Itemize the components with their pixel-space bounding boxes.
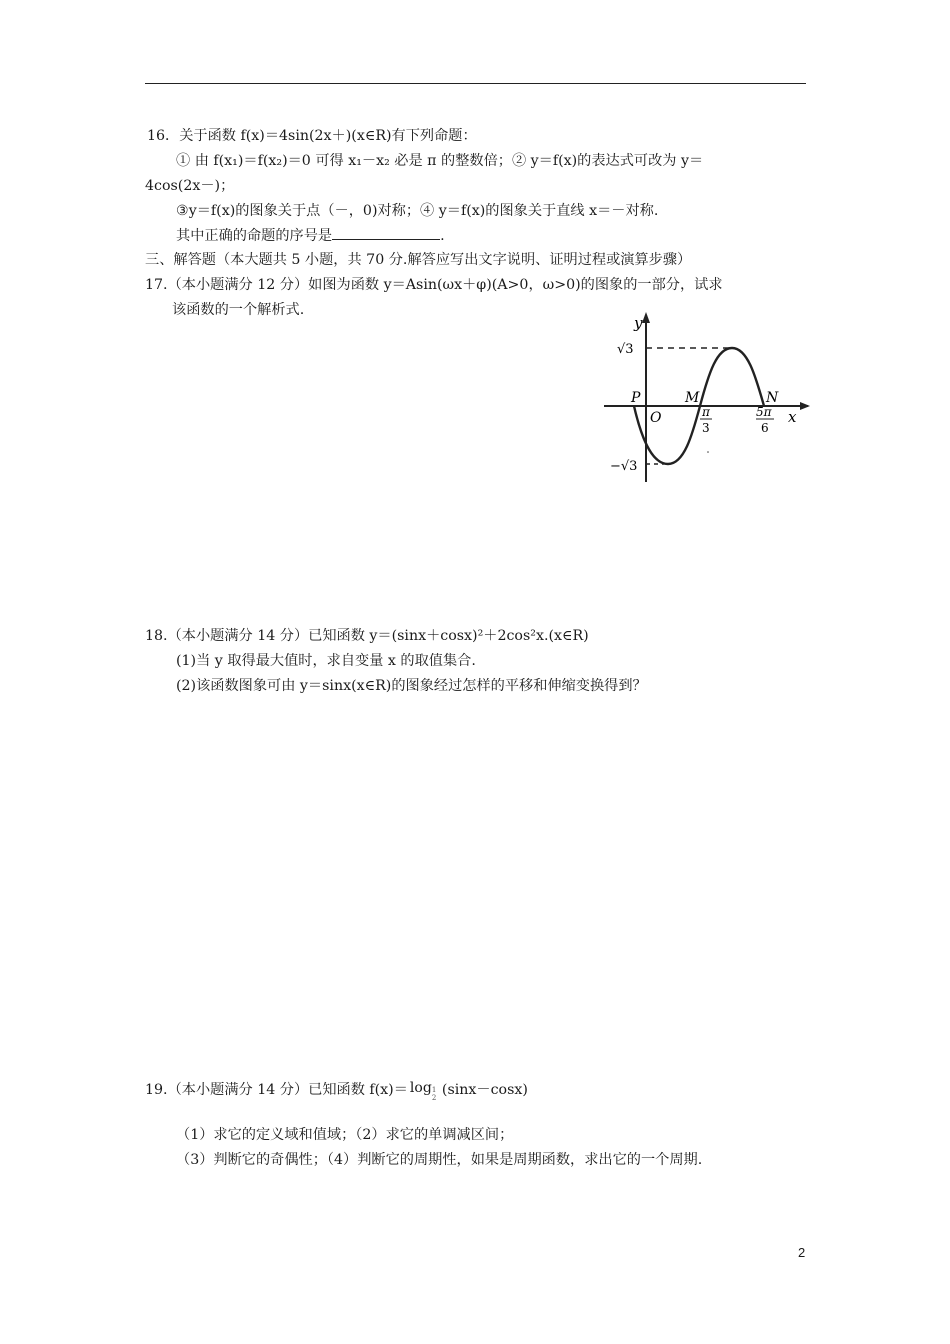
q18-line1: 18.（本小题满分 14 分）已知函数 y＝(sinx＋cosx)²＋2cos²x.(x∈R) <box>145 628 589 644</box>
q16-line3: 4cos(2x－)； <box>145 178 235 194</box>
y-min-label: −√3 <box>610 459 638 474</box>
log-base-num: 1 <box>431 1086 437 1094</box>
q18-line3: (2)该函数图象可由 y＝sinx(x∈R)的图象经过怎样的平移和伸缩变换得到？ <box>176 678 647 694</box>
log-expression <box>408 1080 442 1100</box>
q17-line1: 17.（本小题满分 12 分）如图为函数 y＝Asin(ωx＋φ)(A>0，ω>0)的图象的一部分，试求 <box>145 277 723 293</box>
y-axis-arrow-icon <box>642 312 650 323</box>
q16-line1: 16．关于函数 f(x)＝4sin(2x＋)(x∈R)有下列命题： <box>147 128 477 144</box>
log-text: log <box>409 1080 432 1096</box>
origin-label: O <box>650 410 662 426</box>
q18-line2: (1)当 y 取得最大值时，求自变量 x 的取值集合. <box>176 653 476 669</box>
q19-line3: （3）判断它的奇偶性；（4）判断它的周期性，如果是周期函数，求出它的一个周期. <box>176 1152 703 1168</box>
point-n-label: N <box>766 390 779 406</box>
point-p-label: P <box>631 390 641 406</box>
q17-line2: 该函数的一个解析式. <box>172 302 305 318</box>
y-max-label: √3 <box>617 342 634 357</box>
q16-line5-end: . <box>440 228 445 244</box>
point-m-label: M <box>685 390 700 406</box>
log-base-den: 2 <box>431 1094 437 1102</box>
q19-prefix: 19.（本小题满分 14 分）已知函数 f(x)＝ <box>145 1082 408 1098</box>
m-x-denominator: 3 <box>702 421 710 435</box>
section-heading: 三、解答题（本大题共 5 小题，共 70 分.解答应写出文字说明、证明过程或演算步骤） <box>145 252 692 268</box>
page-number: 2 <box>798 1245 806 1260</box>
y-axis-label: y <box>634 314 643 332</box>
q19-line1 <box>145 1080 528 1100</box>
log-base <box>432 1086 436 1102</box>
n-x-numerator: 5π <box>756 405 772 419</box>
answer-blank <box>332 225 440 240</box>
n-x-denominator: 6 <box>761 421 769 435</box>
q16-line2: ① 由 f(x₁)＝f(x₂)＝0 可得 x₁－x₂ 必是 π 的整数倍；② y＝f(x)的表达式可改为 y＝ <box>176 153 704 169</box>
q16-line4: ③y＝f(x)的图象关于点（－，0)对称；④ y＝f(x)的图象关于直线 x＝－对称. <box>176 203 659 219</box>
q19-suffix: (sinx－cosx) <box>441 1082 528 1098</box>
header-rule <box>145 83 806 84</box>
sine-graph <box>598 306 816 486</box>
q16-line5 <box>176 225 445 246</box>
m-x-numerator: π <box>702 405 710 419</box>
x-axis-label: x <box>788 408 797 426</box>
stray-dot <box>707 451 709 453</box>
q19-line2: （1）求它的定义域和值域；（2）求它的单调减区间； <box>176 1127 514 1143</box>
q16-line5-text: 其中正确的命题的序号是 <box>176 228 333 244</box>
x-axis-arrow-icon <box>800 402 810 410</box>
